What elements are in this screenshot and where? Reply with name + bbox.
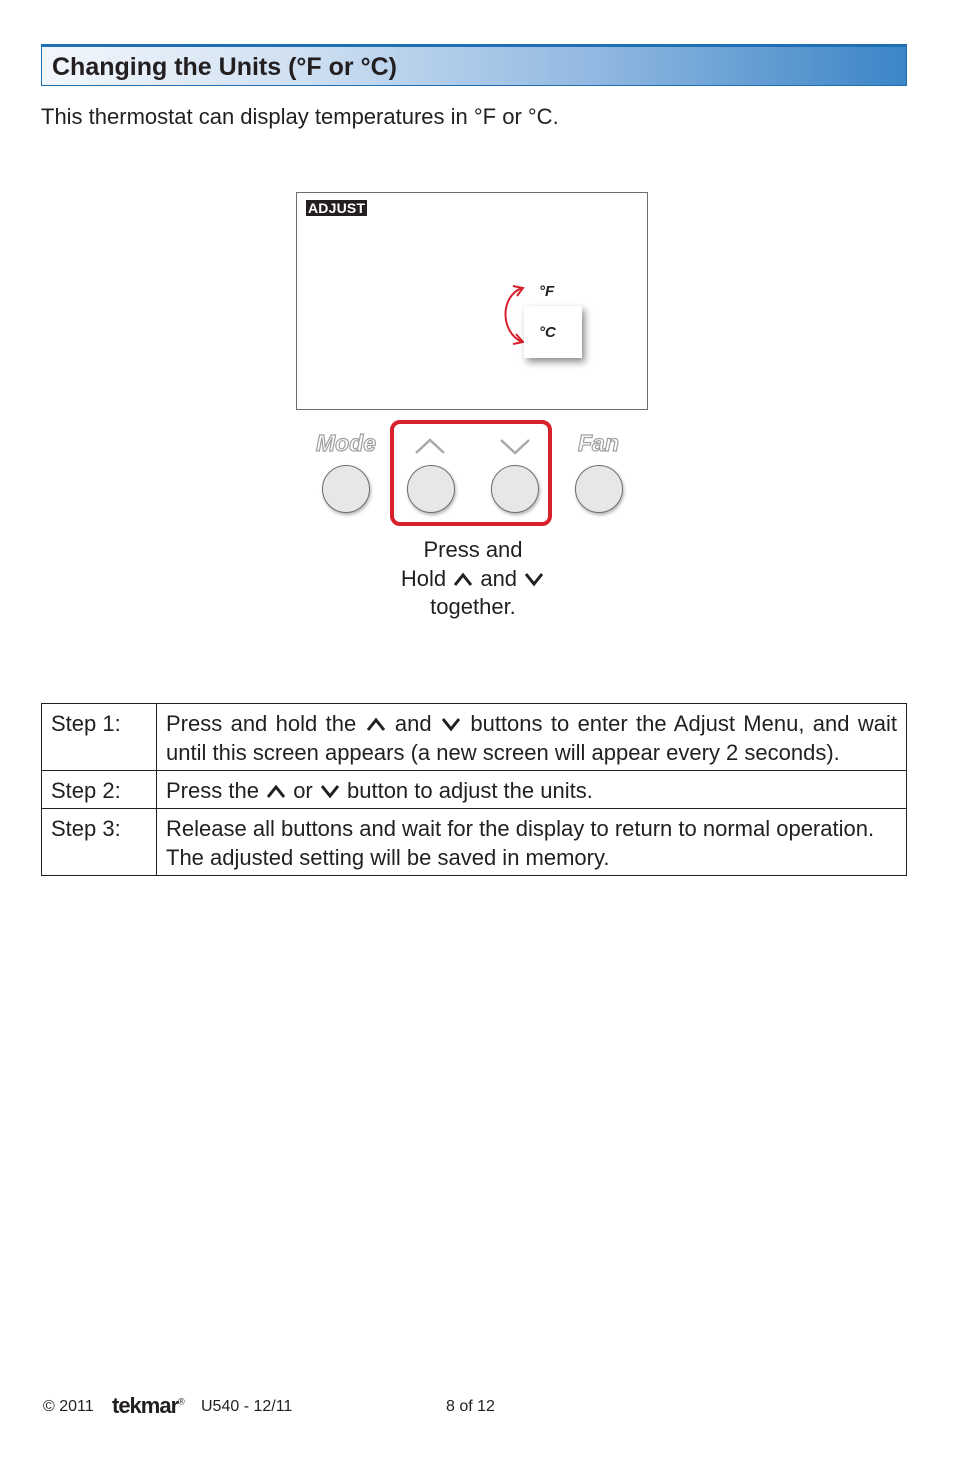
intro-text: This thermostat can display temperatures in °F or °C. (41, 104, 559, 129)
swap-arrow-icon (496, 284, 526, 346)
footer-doc-id: U540 - 12/11 (201, 1398, 293, 1415)
chevron-down-icon (523, 571, 545, 587)
unit-celsius: °C (539, 324, 556, 341)
caption-line-1: Press and (423, 537, 523, 562)
mode-label: Mode (316, 430, 377, 456)
step-text: Press the or button to adjust the units. (157, 771, 907, 809)
chevron-up-icon (452, 571, 474, 587)
table-row (42, 771, 907, 809)
chevron-down-icon (440, 716, 462, 732)
press-hold-caption (370, 536, 576, 622)
footer-copyright: © 2011 (43, 1398, 94, 1415)
section-title: Changing the Units (°F or °C) (52, 53, 397, 81)
table-row (42, 704, 907, 771)
chevron-up-icon (365, 716, 387, 732)
steps-table (41, 703, 907, 876)
step-label: Step 3: (42, 809, 157, 876)
chevron-up-icon (265, 783, 287, 799)
chevron-down-icon (319, 783, 341, 799)
unit-fahrenheit: °F (539, 283, 555, 300)
step-label: Step 2: (42, 771, 157, 809)
mode-button[interactable] (322, 465, 370, 513)
footer-page-number: 8 of 12 (446, 1398, 495, 1415)
caption-line-2: Hold and (370, 565, 576, 594)
step-text: Press and hold the and buttons to enter the Adjust Menu, and wait until this screen appears (a new screen will appear every 2 seconds). (157, 704, 907, 771)
table-row (42, 809, 907, 876)
section-title-bar (41, 44, 907, 86)
thermostat-display (296, 192, 648, 410)
step-label: Step 1: (42, 704, 157, 771)
caption-line-3: together. (430, 594, 516, 619)
adjust-tag: ADJUST (308, 200, 366, 216)
step-text: Release all buttons and wait for the display to return to normal operation. The adjusted setting will be saved in memory. (157, 809, 907, 876)
tekmar-logo: tekmar® (112, 1393, 185, 1418)
fan-label: Fan (578, 430, 619, 456)
unit-selected-box (524, 306, 582, 358)
up-down-highlight (390, 420, 552, 526)
fan-button[interactable] (575, 465, 623, 513)
